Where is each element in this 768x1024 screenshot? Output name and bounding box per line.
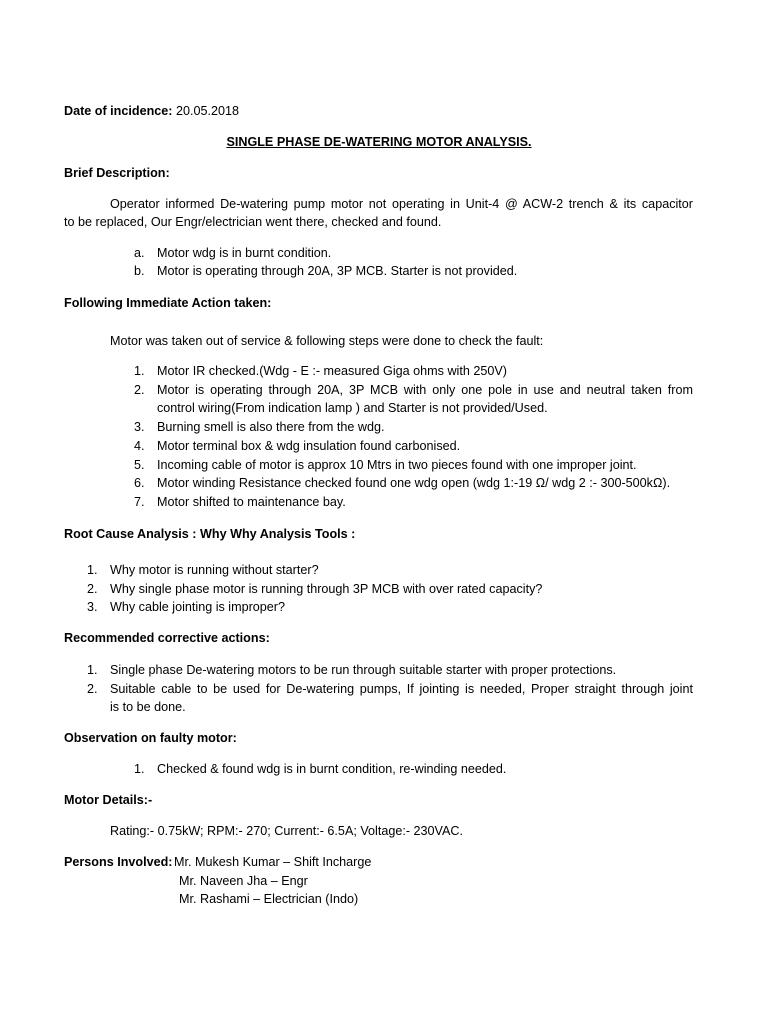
list-item: Motor wdg is in burnt condition.: [157, 246, 332, 260]
list-item: Why single phase motor is running through 3P MCB with over rated capacity?: [110, 582, 543, 596]
list-item-continuation: is to be done.: [110, 700, 186, 714]
list-marker: 6.: [134, 476, 145, 490]
list-marker: 1.: [134, 762, 145, 776]
list-marker: 4.: [134, 439, 145, 453]
date-of-incidence: Date of incidence: 20.05.2018: [64, 104, 240, 118]
list-marker: 1.: [87, 563, 98, 577]
list-marker: 1.: [134, 364, 145, 378]
list-marker: 5.: [134, 458, 145, 472]
motor-heading: Motor Details:-: [64, 793, 153, 807]
brief-paragraph-line2: to be replaced, Our Engr/electrician went there, checked and found.: [64, 215, 442, 229]
list-marker: a.: [134, 246, 145, 260]
corrective-heading: Recommended corrective actions:: [64, 631, 270, 645]
list-item: Motor terminal box & wdg insulation found carbonised.: [157, 439, 461, 453]
list-marker: 2.: [134, 383, 145, 397]
list-item: Incoming cable of motor is approx 10 Mtrs in two pieces found with one improper joint.: [157, 458, 637, 472]
person-name: Mr. Naveen Jha – Engr: [179, 874, 308, 888]
list-item: Why motor is running without starter?: [110, 563, 319, 577]
list-marker: 2.: [87, 682, 98, 696]
list-item: Why cable jointing is improper?: [110, 600, 285, 614]
list-marker: 7.: [134, 495, 145, 509]
person-name: Mr. Rashami – Electrician (Indo): [179, 892, 359, 906]
list-item: Motor is operating through 20A, 3P MCB. Starter is not provided.: [157, 264, 518, 278]
action-intro: Motor was taken out of service & following steps were done to check the fault:: [110, 334, 544, 348]
date-value: 20.05.2018: [175, 104, 240, 118]
persons-involved: Persons Involved:: [64, 855, 173, 869]
person-name: Mr. Mukesh Kumar – Shift Incharge: [174, 855, 372, 869]
document-title: SINGLE PHASE DE-WATERING MOTOR ANALYSIS.: [226, 135, 532, 149]
list-item: Checked & found wdg is in burnt condition, re-winding needed.: [157, 762, 507, 776]
rca-heading: Root Cause Analysis : Why Why Analysis Tools :: [64, 527, 356, 541]
brief-heading: Brief Description:: [64, 166, 170, 180]
date-label: Date of incidence: [64, 104, 169, 118]
list-marker: 3.: [134, 420, 145, 434]
list-item: Motor shifted to maintenance bay.: [157, 495, 346, 509]
list-item-continuation: control wiring(From indication lamp ) and Starter is not provided/Used.: [157, 401, 548, 415]
list-item: Burning smell is also there from the wdg.: [157, 420, 385, 434]
list-marker: 3.: [87, 600, 98, 614]
brief-paragraph-line1: Operator informed De-watering pump motor not operating in Unit-4 @ ACW-2 trench & its capacitor: [110, 197, 693, 211]
list-marker: 2.: [87, 582, 98, 596]
action-heading: Following Immediate Action taken:: [64, 296, 272, 310]
list-item: Suitable cable to be used for De-watering pumps, If jointing is needed, Proper straight through joint: [110, 682, 693, 696]
list-item: Motor winding Resistance checked found one wdg open (wdg 1:-19 Ω/ wdg 2 :- 300-500kΩ).: [157, 476, 671, 490]
motor-rating: Rating:- 0.75kW; RPM:- 270; Current:- 6.5A; Voltage:- 230VAC.: [110, 824, 464, 838]
persons-label: Persons Involved: [64, 855, 169, 869]
list-marker: 1.: [87, 663, 98, 677]
list-item: Motor is operating through 20A, 3P MCB with only one pole in use and neutral taken from: [157, 383, 693, 397]
list-marker: b.: [134, 264, 145, 278]
observation-heading: Observation on faulty motor:: [64, 731, 237, 745]
list-item: Single phase De-watering motors to be run through suitable starter with proper protections.: [110, 663, 617, 677]
list-item: Motor IR checked.(Wdg - E :- measured Giga ohms with 250V): [157, 364, 507, 378]
